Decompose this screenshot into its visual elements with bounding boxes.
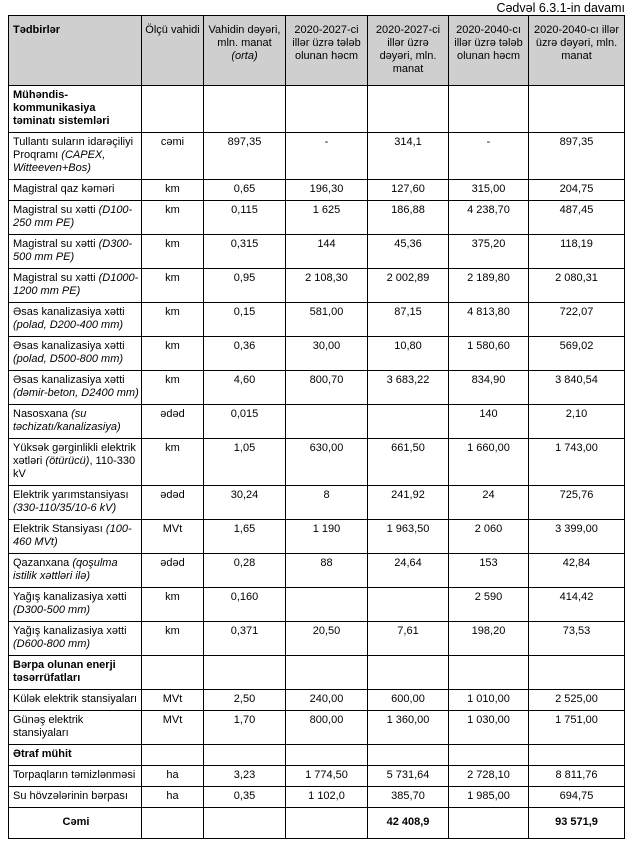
value-cell-4: 385,70 xyxy=(368,787,449,808)
table-row xyxy=(9,269,625,303)
value-cell-6 xyxy=(529,745,625,766)
value-cell-1: ha xyxy=(142,787,204,808)
measure-name: Magistral su xətti (D300-500 mm PE) xyxy=(9,235,142,269)
table-row xyxy=(9,133,625,180)
value-cell-4: 3 683,22 xyxy=(368,371,449,405)
value-cell-3 xyxy=(286,405,368,439)
table-row xyxy=(9,235,625,269)
value-cell-3: 20,50 xyxy=(286,622,368,656)
table-row xyxy=(9,303,625,337)
value-cell-2: 0,65 xyxy=(204,180,286,201)
table-row xyxy=(9,201,625,235)
value-cell-3 xyxy=(286,588,368,622)
value-cell-3: 8 xyxy=(286,486,368,520)
section-row xyxy=(9,86,625,133)
column-header-7: 2020-2040-cı illər üzrə dəyəri, mln. manat xyxy=(529,16,625,86)
measure-name: Qazanxana (qoşulma istilik xəttləri ilə) xyxy=(9,554,142,588)
value-cell-5: 140 xyxy=(449,405,529,439)
column-header-2: Ölçü vahidi xyxy=(142,16,204,86)
value-cell-6: 725,76 xyxy=(529,486,625,520)
table-row xyxy=(9,405,625,439)
value-cell-3: - xyxy=(286,133,368,180)
value-cell-1 xyxy=(142,86,204,133)
value-cell-2: 30,24 xyxy=(204,486,286,520)
value-cell-4: 5 731,64 xyxy=(368,766,449,787)
value-cell-2 xyxy=(204,86,286,133)
table-row xyxy=(9,439,625,486)
value-cell-3: 1 625 xyxy=(286,201,368,235)
measure-name: Yağış kanalizasiya xətti (D300-500 mm) xyxy=(9,588,142,622)
value-cell-1 xyxy=(142,656,204,690)
value-cell-4: 24,64 xyxy=(368,554,449,588)
value-cell-5: 4 813,80 xyxy=(449,303,529,337)
value-cell-5: 315,00 xyxy=(449,180,529,201)
table-row xyxy=(9,554,625,588)
value-cell-3 xyxy=(286,656,368,690)
value-cell-3 xyxy=(286,808,368,839)
value-cell-5 xyxy=(449,745,529,766)
value-cell-1: km xyxy=(142,235,204,269)
table-row xyxy=(9,180,625,201)
value-cell-1: ədəd xyxy=(142,405,204,439)
value-cell-4: 45,36 xyxy=(368,235,449,269)
value-cell-3: 581,00 xyxy=(286,303,368,337)
measure-name: Yağış kanalizasiya xətti (D600-800 mm) xyxy=(9,622,142,656)
value-cell-5: 1 985,00 xyxy=(449,787,529,808)
value-cell-1: km xyxy=(142,439,204,486)
section-row xyxy=(9,745,625,766)
measure-name: Elektrik yarımstansiyası (330-110/35/10-6 kV) xyxy=(9,486,142,520)
value-cell-2: 1,70 xyxy=(204,711,286,745)
value-cell-2: 0,015 xyxy=(204,405,286,439)
value-cell-2: 0,115 xyxy=(204,201,286,235)
value-cell-3 xyxy=(286,86,368,133)
value-cell-3: 2 108,30 xyxy=(286,269,368,303)
measure-name: Su hövzələrinin bərpası xyxy=(9,787,142,808)
value-cell-5: 1 580,60 xyxy=(449,337,529,371)
measure-name: Bərpa olunan enerji təsərrüfatları xyxy=(9,656,142,690)
value-cell-5 xyxy=(449,808,529,839)
value-cell-4: 7,61 xyxy=(368,622,449,656)
value-cell-6: 414,42 xyxy=(529,588,625,622)
measure-name: Mühəndis-kommunikasiya təminatı sistemləri xyxy=(9,86,142,133)
measure-name: Tullantı suların idarəçiliyi Proqramı (CAPEX, Witteeven+Bos) xyxy=(9,133,142,180)
value-cell-6: 42,84 xyxy=(529,554,625,588)
value-cell-2: 0,35 xyxy=(204,787,286,808)
value-cell-1: ədəd xyxy=(142,554,204,588)
measure-name: Günəş elektrik stansiyaları xyxy=(9,711,142,745)
header-row xyxy=(9,16,625,86)
measure-name: Nasosxana (su təchizatı/kanalizasiya) xyxy=(9,405,142,439)
value-cell-1: km xyxy=(142,371,204,405)
value-cell-1: MVt xyxy=(142,711,204,745)
value-cell-6 xyxy=(529,86,625,133)
value-cell-5: 1 010,00 xyxy=(449,690,529,711)
value-cell-5 xyxy=(449,656,529,690)
value-cell-5: 2 590 xyxy=(449,588,529,622)
column-header-4: 2020-2027-ci illər üzrə tələb olunan həcm xyxy=(286,16,368,86)
value-cell-2: 0,95 xyxy=(204,269,286,303)
value-cell-2: 0,160 xyxy=(204,588,286,622)
value-cell-5: 153 xyxy=(449,554,529,588)
value-cell-2: 1,65 xyxy=(204,520,286,554)
value-cell-5: 1 030,00 xyxy=(449,711,529,745)
value-cell-6: 897,35 xyxy=(529,133,625,180)
column-header-6: 2020-2040-cı illər üzrə tələb olunan həcm xyxy=(449,16,529,86)
value-cell-1: cəmi xyxy=(142,133,204,180)
value-cell-4 xyxy=(368,588,449,622)
table-row xyxy=(9,337,625,371)
value-cell-3: 240,00 xyxy=(286,690,368,711)
value-cell-6: 694,75 xyxy=(529,787,625,808)
value-cell-2 xyxy=(204,656,286,690)
value-cell-6: 1 743,00 xyxy=(529,439,625,486)
value-cell-1: km xyxy=(142,180,204,201)
value-cell-3: 196,30 xyxy=(286,180,368,201)
value-cell-1: km xyxy=(142,622,204,656)
value-cell-2: 4,60 xyxy=(204,371,286,405)
value-cell-1: ədəd xyxy=(142,486,204,520)
table-header xyxy=(9,16,625,86)
value-cell-1: MVt xyxy=(142,690,204,711)
value-cell-6: 2 080,31 xyxy=(529,269,625,303)
value-cell-2: 3,23 xyxy=(204,766,286,787)
value-cell-1: km xyxy=(142,269,204,303)
value-cell-1: km xyxy=(142,201,204,235)
section-row xyxy=(9,656,625,690)
column-header-5: 2020-2027-ci illər üzrə dəyəri, mln. manat xyxy=(368,16,449,86)
value-cell-4: 241,92 xyxy=(368,486,449,520)
value-cell-4: 186,88 xyxy=(368,201,449,235)
value-cell-2: 2,50 xyxy=(204,690,286,711)
value-cell-4: 2 002,89 xyxy=(368,269,449,303)
value-cell-4 xyxy=(368,86,449,133)
value-cell-1 xyxy=(142,808,204,839)
value-cell-2: 0,36 xyxy=(204,337,286,371)
measure-name: Cəmi xyxy=(9,808,142,839)
value-cell-1 xyxy=(142,745,204,766)
value-cell-4: 314,1 xyxy=(368,133,449,180)
value-cell-3: 144 xyxy=(286,235,368,269)
value-cell-2: 1,05 xyxy=(204,439,286,486)
value-cell-1: km xyxy=(142,303,204,337)
value-cell-6: 722,07 xyxy=(529,303,625,337)
value-cell-1: km xyxy=(142,337,204,371)
value-cell-5: 2 728,10 xyxy=(449,766,529,787)
value-cell-2: 0,15 xyxy=(204,303,286,337)
value-cell-6: 3 399,00 xyxy=(529,520,625,554)
table-row xyxy=(9,711,625,745)
value-cell-5: 4 238,70 xyxy=(449,201,529,235)
value-cell-4: 87,15 xyxy=(368,303,449,337)
measure-name: Əsas kanalizasiya xətti (dəmir-beton, D2400 mm) xyxy=(9,371,142,405)
value-cell-6: 204,75 xyxy=(529,180,625,201)
value-cell-5: 24 xyxy=(449,486,529,520)
value-cell-5: 375,20 xyxy=(449,235,529,269)
table-row xyxy=(9,766,625,787)
value-cell-2 xyxy=(204,745,286,766)
value-cell-4: 1 360,00 xyxy=(368,711,449,745)
value-cell-6: 487,45 xyxy=(529,201,625,235)
table-row xyxy=(9,520,625,554)
measure-name: Əsas kanalizasiya xətti (polad, D200-400 mm) xyxy=(9,303,142,337)
table-row xyxy=(9,787,625,808)
table-row xyxy=(9,588,625,622)
table-body xyxy=(9,86,625,839)
column-header-1: Tədbirlər xyxy=(9,16,142,86)
value-cell-4: 661,50 xyxy=(368,439,449,486)
measure-name: Yüksək gərginlikli elektrik xətləri (ötürücü), 110-330 kV xyxy=(9,439,142,486)
column-header-3: Vahidin dəyəri, mln. manat (orta) xyxy=(204,16,286,86)
total-row xyxy=(9,808,625,839)
value-cell-6: 8 811,76 xyxy=(529,766,625,787)
value-cell-4: 127,60 xyxy=(368,180,449,201)
value-cell-3: 800,70 xyxy=(286,371,368,405)
value-cell-3: 30,00 xyxy=(286,337,368,371)
value-cell-4: 10,80 xyxy=(368,337,449,371)
value-cell-4: 600,00 xyxy=(368,690,449,711)
value-cell-6: 73,53 xyxy=(529,622,625,656)
value-cell-2: 0,371 xyxy=(204,622,286,656)
value-cell-1: ha xyxy=(142,766,204,787)
measure-name: Əsas kanalizasiya xətti (polad, D500-800 mm) xyxy=(9,337,142,371)
value-cell-2: 897,35 xyxy=(204,133,286,180)
value-cell-5: - xyxy=(449,133,529,180)
value-cell-4 xyxy=(368,745,449,766)
value-cell-1: MVt xyxy=(142,520,204,554)
value-cell-6: 569,02 xyxy=(529,337,625,371)
value-cell-4: 1 963,50 xyxy=(368,520,449,554)
measure-name: Elektrik Stansiyası (100-460 MVt) xyxy=(9,520,142,554)
value-cell-5: 198,20 xyxy=(449,622,529,656)
value-cell-4: 42 408,9 xyxy=(368,808,449,839)
value-cell-2: 0,315 xyxy=(204,235,286,269)
value-cell-5: 2 189,80 xyxy=(449,269,529,303)
value-cell-6: 93 571,9 xyxy=(529,808,625,839)
measure-name: Torpaqların təmizlənməsi xyxy=(9,766,142,787)
table-row xyxy=(9,690,625,711)
measure-name: Magistral qaz kəməri xyxy=(9,180,142,201)
value-cell-2 xyxy=(204,808,286,839)
table-caption: Cədvəl 6.3.1-in davamı xyxy=(496,1,625,15)
cost-table xyxy=(8,15,625,839)
value-cell-3: 1 774,50 xyxy=(286,766,368,787)
value-cell-6 xyxy=(529,656,625,690)
measure-name: Magistral su xətti (D1000-1200 mm PE) xyxy=(9,269,142,303)
measure-name: Magistral su xətti (D100-250 mm PE) xyxy=(9,201,142,235)
value-cell-6: 2,10 xyxy=(529,405,625,439)
table-row xyxy=(9,371,625,405)
value-cell-3 xyxy=(286,745,368,766)
table-row xyxy=(9,622,625,656)
value-cell-5: 1 660,00 xyxy=(449,439,529,486)
value-cell-2: 0,28 xyxy=(204,554,286,588)
table-row xyxy=(9,486,625,520)
value-cell-3: 88 xyxy=(286,554,368,588)
measure-name: Ətraf mühit xyxy=(9,745,142,766)
value-cell-6: 118,19 xyxy=(529,235,625,269)
value-cell-3: 630,00 xyxy=(286,439,368,486)
value-cell-4 xyxy=(368,405,449,439)
value-cell-6: 2 525,00 xyxy=(529,690,625,711)
value-cell-6: 1 751,00 xyxy=(529,711,625,745)
value-cell-3: 800,00 xyxy=(286,711,368,745)
value-cell-5 xyxy=(449,86,529,133)
value-cell-1: km xyxy=(142,588,204,622)
value-cell-5: 2 060 xyxy=(449,520,529,554)
value-cell-3: 1 102,0 xyxy=(286,787,368,808)
value-cell-5: 834,90 xyxy=(449,371,529,405)
measure-name: Külək elektrik stansiyaları xyxy=(9,690,142,711)
value-cell-4 xyxy=(368,656,449,690)
value-cell-6: 3 840,54 xyxy=(529,371,625,405)
value-cell-3: 1 190 xyxy=(286,520,368,554)
